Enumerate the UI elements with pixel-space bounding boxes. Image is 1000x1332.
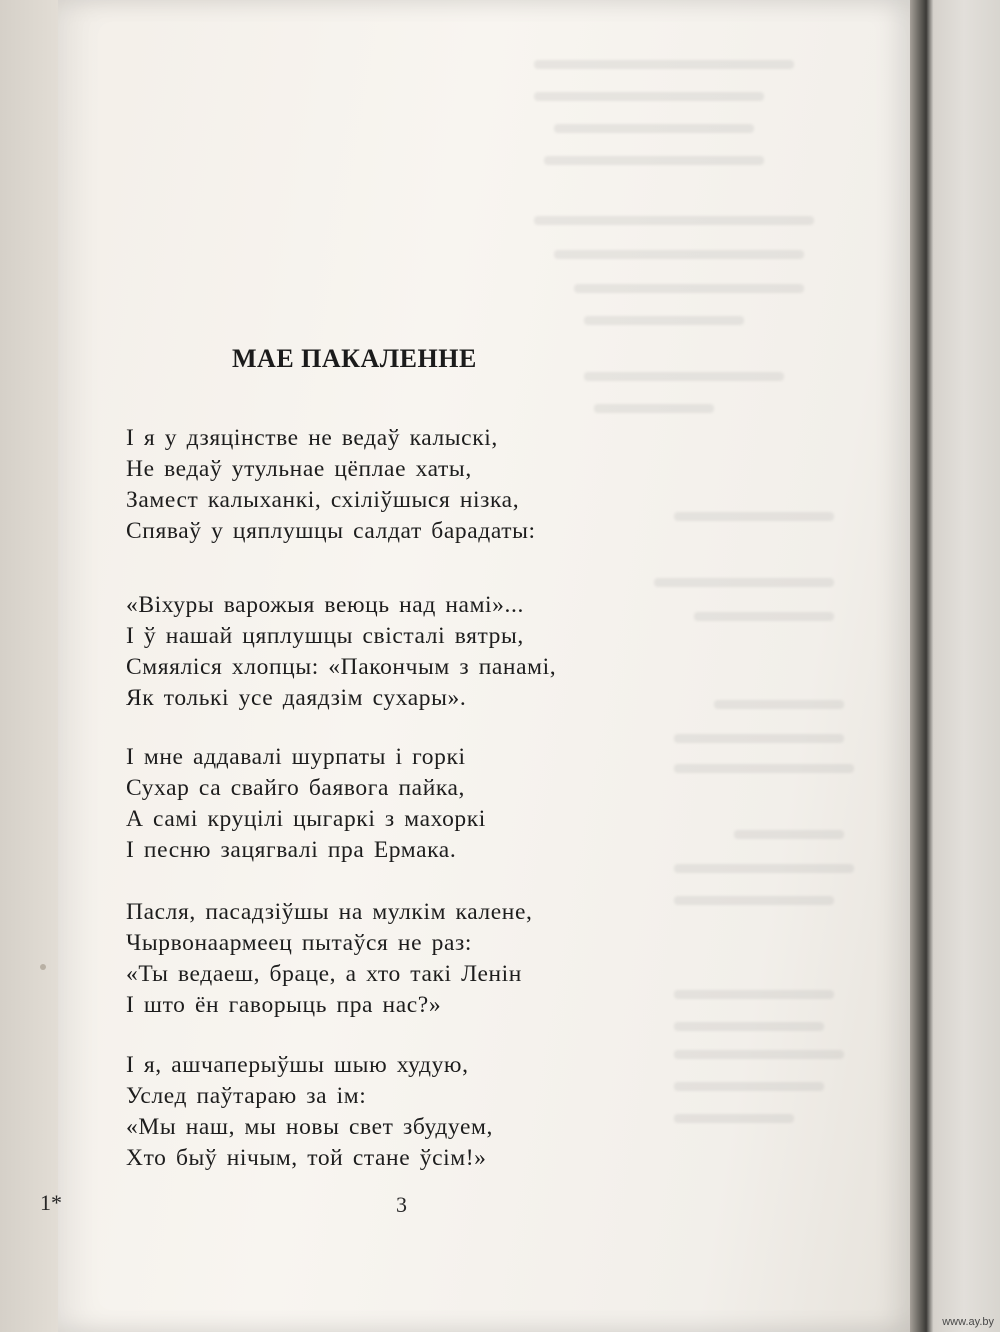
book-cover-edge (910, 0, 1000, 1332)
poem-line: Услед паўтараю за ім: (126, 1083, 367, 1109)
poem-line: Сухар са свайго баявога пайка, (126, 775, 466, 801)
poem-line: І я у дзяцінстве не ведаў калыскі, (126, 425, 498, 451)
paper-speck (40, 964, 46, 970)
poem-line: «Мы наш, мы новы свет збудуем, (126, 1114, 493, 1140)
poem-line: І песню зацягвалі пра Ермака. (126, 837, 457, 863)
poem-line: Спяваў у цяплушцы салдат барадаты: (126, 518, 536, 544)
facing-page-edge (0, 0, 58, 1332)
stanza-3 (126, 742, 486, 866)
poem-line: Не ведаў утульнае цёплае хаты, (126, 456, 472, 482)
stanza-4 (126, 897, 532, 1021)
poem-line: Як толькі усе даядзім сухары». (126, 685, 467, 711)
poem-line: І ў нашай цяплушцы свісталі вятры, (126, 623, 524, 649)
poem-line: Чырвонаармеец пытаўся не раз: (126, 930, 473, 956)
stanza-1 (126, 423, 536, 547)
poem-line: І што ён гаворыць пра нас?» (126, 992, 442, 1018)
page-number: 3 (396, 1192, 407, 1217)
poem-line: Хто быў нічым, той стане ўсім!» (126, 1145, 487, 1171)
poem-line: Смяяліся хлопцы: «Пакончым з панамі, (126, 654, 557, 680)
poem-line: Замест калыханкі, схіліўшыся нізка, (126, 487, 520, 513)
poem-line: Пасля, пасадзіўшы на мулкім калене, (126, 899, 533, 925)
poem-line: «Ты ведаеш, браце, а хто такі Ленін (126, 961, 522, 987)
stanza-5 (126, 1050, 493, 1174)
site-watermark: www.ay.by (942, 1316, 994, 1328)
poem-line: І мне аддавалі шурпаты і горкі (126, 744, 466, 770)
signature-mark: 1* (40, 1190, 62, 1215)
poem-line: А самі круцілі цыгаркі з махоркі (126, 806, 486, 832)
poem-title: МАЕ ПАКАЛЕННЕ (232, 344, 477, 373)
poem-line: І я, ашчаперыўшы шыю худую, (126, 1052, 469, 1078)
poem-line: «Віхуры варожыя веюць над намі»... (126, 592, 524, 618)
stanza-2 (126, 590, 556, 714)
